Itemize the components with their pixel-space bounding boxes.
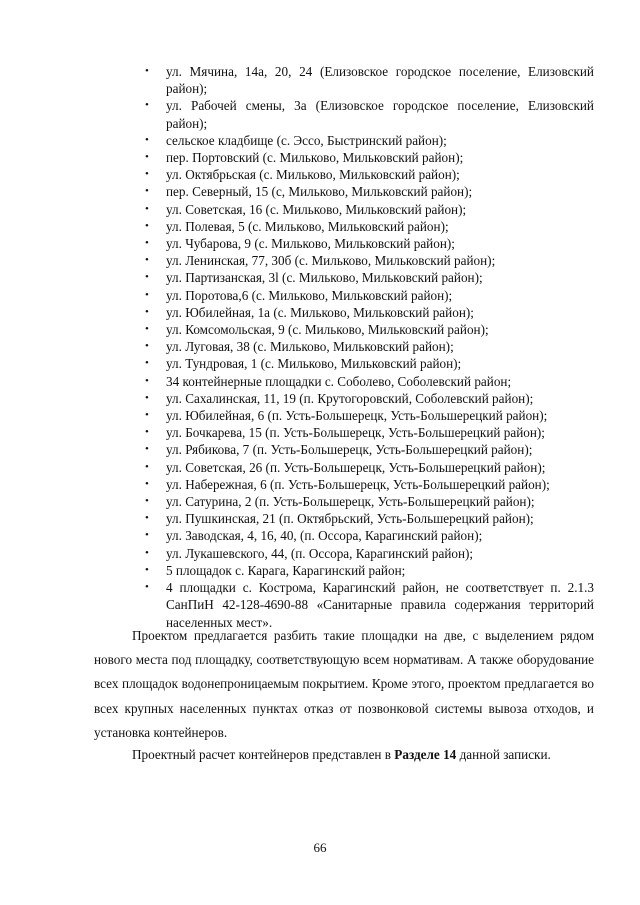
paragraph-reference [94, 743, 594, 767]
list-item-text: ул. Комсомольская, 9 (с. Мильково, Мильковский район); [166, 322, 489, 338]
list-item-text: ул. Поротова,6 (с. Мильково, Мильковский район); [166, 287, 453, 303]
list-item [144, 287, 594, 304]
list-item [144, 424, 594, 441]
bullet-icon: • [145, 271, 149, 284]
list-item [144, 235, 594, 252]
bullet-icon: • [145, 185, 149, 198]
list-item-text: пер. Портовский (с. Мильково, Мильковский район); [166, 150, 464, 166]
list-item [144, 269, 594, 286]
bullet-icon: • [145, 443, 149, 456]
list-item-text: пер. Северный, 15 (с, Мильково, Мильковский район); [166, 184, 473, 200]
bullet-icon: • [145, 99, 149, 112]
list-item [144, 390, 594, 407]
list-item-text: ул. Бочкарева, 15 (п. Усть-Большерецк, Усть-Большерецкий район); [166, 425, 545, 441]
list-item [144, 545, 594, 562]
bullet-icon: • [145, 202, 149, 215]
list-item [144, 459, 594, 476]
list-item-text: ул. Лукашевского, 44, (п. Оссора, Карагинский район); [166, 545, 474, 561]
bullet-icon: • [145, 219, 149, 232]
bullet-icon: • [145, 288, 149, 301]
list-item [144, 149, 594, 166]
paragraph-proposal [94, 624, 594, 745]
list-item-text: ул. Чубарова, 9 (с. Мильково, Мильковский район); [166, 236, 455, 252]
bullet-icon: • [145, 237, 149, 250]
bullet-icon: • [145, 512, 149, 525]
bullet-icon: • [145, 305, 149, 318]
bullet-icon: • [145, 563, 149, 576]
list-item [144, 166, 594, 183]
list-item [144, 355, 594, 372]
list-item [144, 476, 594, 493]
list-item [144, 562, 594, 579]
bullet-list [144, 63, 594, 631]
bullet-icon: • [145, 460, 149, 473]
list-item-text: ул. Набережная, 6 (п. Усть-Большерецк, Усть-Большерецкий район); [166, 476, 550, 492]
list-item [144, 373, 594, 390]
list-item-text: ул. Мячина, 14а, 20, 24 (Елизовское городское поселение, Елизовский район); [166, 64, 594, 97]
list-item-text: 4 площадки с. Кострома, Карагинский район, не соответствует п. 2.1.3 СанПиН 42-128-4690-88 «Санитарные правила содержания территорий населенных мест». [166, 580, 594, 630]
list-item-text: 34 контейнерные площадки с. Соболево, Соболевский район; [166, 373, 512, 389]
section-reference: Разделе 14 [394, 747, 457, 762]
list-item [144, 183, 594, 200]
bullet-icon: • [145, 323, 149, 336]
page-number: 66 [313, 840, 327, 855]
bullet-icon: • [145, 151, 149, 164]
list-item-text: ул. Партизанская, 3l (с. Мильково, Мильковский район); [166, 270, 483, 286]
list-item-text: ул. Сахалинская, 11, 19 (п. Крутогоровский, Соболевский район); [166, 390, 534, 406]
bullet-icon: • [145, 357, 149, 370]
list-item-text: ул. Пушкинская, 21 (п. Октябрьский, Усть-Большерецкий район); [166, 511, 534, 527]
list-item [144, 338, 594, 355]
list-item-text: ул. Советская, 26 (п. Усть-Большерецк, Усть-Большерецкий район); [166, 459, 546, 475]
list-item-text: ул. Полевая, 5 (с. Мильково, Мильковский район); [166, 218, 449, 234]
list-item [144, 407, 594, 424]
bullet-icon: • [145, 391, 149, 404]
bullet-icon: • [145, 254, 149, 267]
list-item [144, 201, 594, 218]
list-item-text: 5 площадок с. Карага, Карагинский район; [166, 562, 406, 578]
list-item-text: ул. Ленинская, 77, 30б (с. Мильково, Мильковский район); [166, 253, 496, 269]
list-item-text: ул. Сатурина, 2 (п. Усть-Большерецк, Усть-Большерецкий район); [166, 494, 535, 510]
list-item [144, 321, 594, 338]
bullet-icon: • [145, 65, 149, 77]
list-item [144, 510, 594, 527]
list-item [144, 441, 594, 458]
list-item-text: сельское кладбище (с. Эссо, Быстринский район); [166, 132, 447, 148]
list-item-text: ул. Советская, 16 (с. Мильково, Мильковский район); [166, 201, 467, 217]
bullet-icon: • [145, 495, 149, 508]
bullet-icon: • [145, 340, 149, 353]
bullet-icon: • [145, 529, 149, 542]
list-item-text: ул. Рябикова, 7 (п. Усть-Большерецк, Усть-Большерецкий район); [166, 442, 533, 458]
paragraph-reference-suffix: данной записки. [456, 747, 551, 762]
list-item [144, 218, 594, 235]
list-item [144, 527, 594, 544]
list-item-text: ул. Октябрьская (с. Мильково, Мильковский район); [166, 167, 460, 183]
bullet-icon: • [145, 477, 149, 490]
list-item [144, 97, 594, 131]
list-item [144, 132, 594, 149]
paragraph-reference-prefix: Проектный расчет контейнеров представлен в [132, 747, 395, 762]
bullet-icon: • [145, 133, 149, 146]
list-item-text: ул. Юбилейная, 1а (с. Мильково, Мильковский район); [166, 304, 474, 320]
bullet-icon: • [145, 546, 149, 559]
bullet-icon: • [145, 374, 149, 387]
list-item-text: ул. Заводская, 4, 16, 40, (п. Оссора, Карагинский район); [166, 528, 483, 544]
bullet-icon: • [145, 581, 149, 594]
paragraph-proposal-text: Проектом предлагается разбить такие площадки на две, с выделением рядом нового места под площадку, соответствующую всем нормативам. А также оборудование всех площадок водонепроницаемым покрытием. Кроме этого, проектом предлагается во всех крупных населенных пунктах отказ от позвонковой системы вывоза отходов, и установка контейнеров. [94, 628, 594, 740]
list-item [144, 63, 594, 97]
bullet-icon: • [145, 409, 149, 422]
list-item-text: ул. Тундровая, 1 (с. Мильково, Мильковский район); [166, 356, 462, 372]
list-item-text: ул. Рабочей смены, 3а (Елизовское городское поселение, Елизовский район); [166, 98, 594, 131]
bullet-icon: • [145, 168, 149, 181]
bullet-icon: • [145, 426, 149, 439]
list-item [144, 493, 594, 510]
list-item [144, 304, 594, 321]
list-item-text: ул. Юбилейная, 6 (п. Усть-Большерецк, Усть-Большерецкий район); [166, 408, 548, 424]
list-item-text: ул. Луговая, 38 (с. Мильково, Мильковский район); [166, 339, 454, 355]
list-item [144, 579, 594, 631]
list-item [144, 252, 594, 269]
